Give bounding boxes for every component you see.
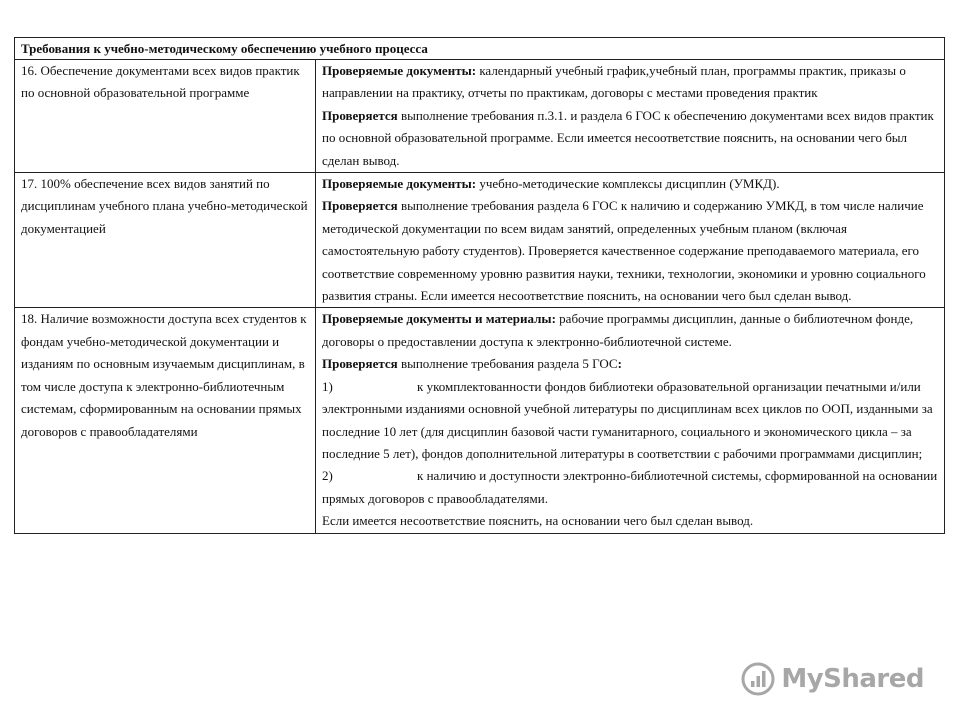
table-row — [15, 308, 945, 533]
docs-text: рабочие программы дисциплин, данные о библиотечном фонде, договоры о предоставлении доступа к электронно-библиотечной системе. — [322, 311, 914, 349]
docs-label: Проверяемые документы и материалы: — [322, 311, 556, 327]
list-item-text: к наличию и доступности электронно-библиотечной системы, сформированной на основании прямых договоров с правообладателями. — [322, 468, 938, 506]
docs-text: календарный учебный график,учебный план, программы практик, приказы о направлении на практику, отчеты по практикам, договоры с местами проведения практик — [322, 63, 906, 101]
verification-cell — [316, 60, 945, 173]
table-row — [15, 60, 945, 173]
closing-text: Если имеется несоответствие пояснить, на основании чего был сделан вывод. — [322, 513, 754, 529]
check-label: Проверяется — [322, 198, 398, 214]
check-text: выполнение требования раздела 6 ГОС к наличию и содержанию УМКД, в том числе наличие методической документации по всем видам занятий, определенных учебным планом (включая самостоятельную работу студентов). Проверяется качественное содержание преподаваемого материала, его соответствие современному уровню развития науки, техники, технологии, экономики и уровню социального развития страны. Если имеется несоответствие пояснить, на основании чего был сделан вывод. — [322, 198, 926, 304]
check-text: выполнение требования п.3.1. и раздела 6 ГОС к обеспечению документами всех видов практик по основной образовательной программе. Если имеется несоответствие пояснить, на основании чего был сделан вывод. — [322, 107, 934, 168]
check-label: Проверяется — [322, 107, 398, 123]
verification-cell — [316, 308, 945, 533]
table-row — [15, 173, 945, 308]
check-label: Проверяется — [322, 356, 398, 372]
watermark-text: MyShared — [781, 664, 924, 694]
table-header-row — [15, 38, 945, 60]
list-item-number: 1) — [322, 378, 333, 394]
docs-label: Проверяемые документы: — [322, 176, 477, 192]
requirement-cell: 16. Обеспечение документами всех видов практик по основной образовательной программе — [15, 60, 316, 173]
requirements-table — [14, 37, 945, 534]
list-item-number: 2) — [322, 468, 333, 484]
docs-text: учебно-методические комплексы дисциплин (УМКД). — [476, 176, 780, 192]
check-colon: : — [617, 356, 622, 372]
table-header: Требования к учебно-методическому обеспечению учебного процесса — [15, 38, 945, 60]
list-item — [322, 376, 938, 466]
list-item — [322, 465, 938, 510]
requirement-cell: 18. Наличие возможности доступа всех студентов к фондам учебно-методической документации и изданиям по основным изучаемым дисциплинам, в том числе доступа к электронно-библиотечным системам, сформированным на основании прямых договоров с правообладателями — [15, 308, 316, 533]
requirement-cell: 17. 100% обеспечение всех видов занятий по дисциплинам учебного плана учебно-методической документацией — [15, 173, 316, 308]
docs-label: Проверяемые документы: — [322, 63, 477, 78]
check-text: выполнение требования раздела 5 ГОС — [397, 356, 618, 372]
presentation-logo-icon — [741, 662, 775, 696]
list-item-text: к укомплектованности фондов библиотеки образовательной организации печатными и/или электронными изданиями основной учебной литературы по дисциплинам всех циклов по ООП, изданными за последние 10 лет (для дисциплин базовой части гуманитарного, социального и экономического цикла – за последние 5 лет), фондов дополнительной литературы в соответствии с рабочими программами дисциплин; — [322, 378, 933, 461]
watermark — [741, 662, 924, 696]
verification-cell — [316, 173, 945, 308]
